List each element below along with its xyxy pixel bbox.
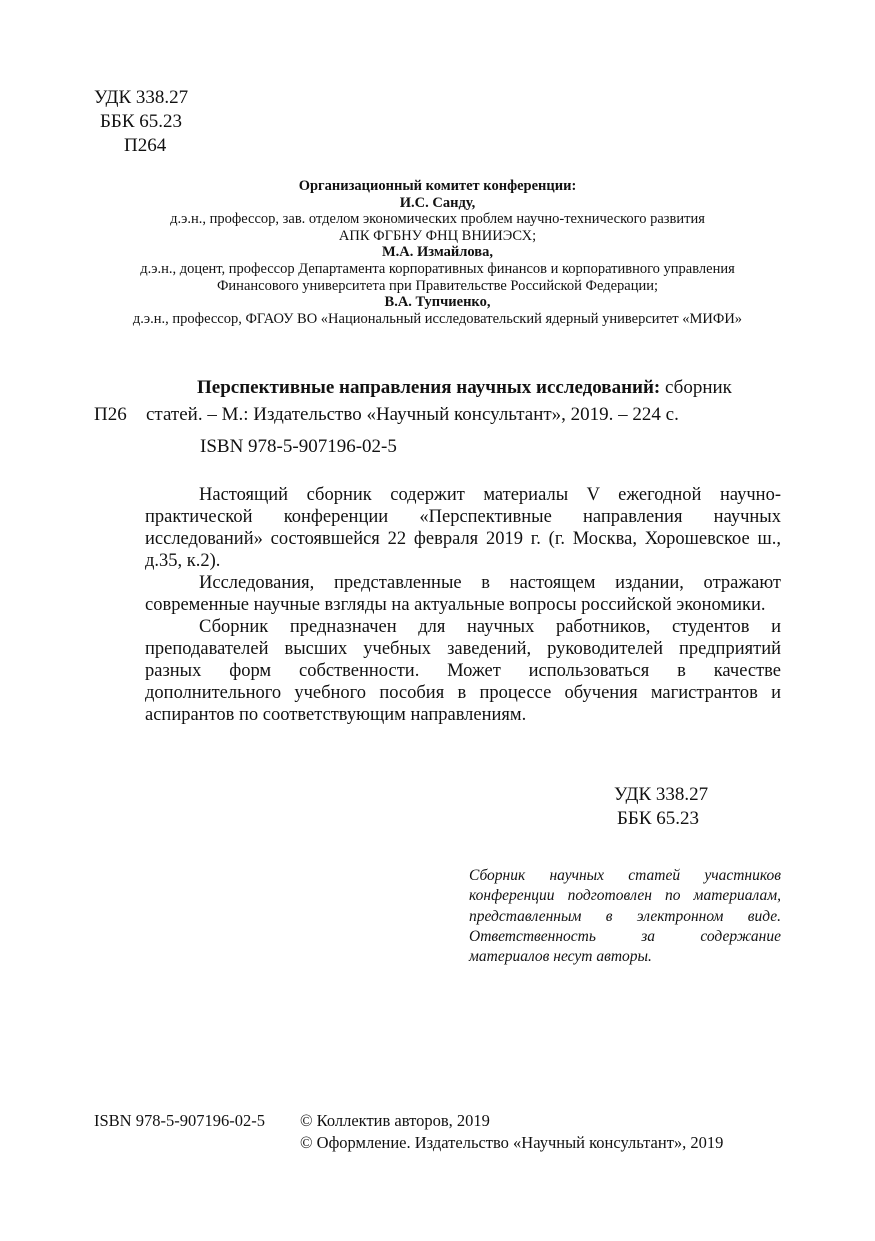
classification-codes [614,783,708,831]
copyright-design: © Оформление. Издательство «Научный консультант», 2019 [300,1133,724,1152]
abstract [145,484,781,726]
book-title-rest: сборник [660,377,732,398]
abstract-paragraph: Исследования, представленные в настоящем издании, отражают современные научные взгляды на актуальные вопросы российской экономики. [145,573,781,615]
bibliographic-title [197,376,732,400]
bbk-code: ББК 65.23 [617,808,699,829]
isbn-line: ISBN 978-5-907196-02-5 [200,436,397,457]
committee-member-name: В.А. Тупчиенко, [384,294,491,311]
bbk-code: ББК 65.23 [100,111,182,132]
copyright-authors: © Коллектив авторов, 2019 [300,1111,490,1130]
footer-isbn: ISBN 978-5-907196-02-5 [94,1111,265,1130]
bibliographic-line [94,403,679,427]
committee-member-affiliation: д.э.н., доцент, профессор Департамента корпоративных финансов и корпоративного управления [140,260,735,277]
header-codes [94,86,188,158]
committee-member-affiliation: АПК ФГБНУ ФНЦ ВНИИЭСХ; [338,227,537,244]
committee-member-affiliation: д.э.н., профессор, ФГАОУ ВО «Национальный исследовательский ядерный университет «МИФИ» [132,310,743,327]
book-title: Перспективные направления научных исследований: [197,377,661,398]
committee-member-name: И.С. Санду, [399,194,476,211]
committee-heading: Организационный комитет конференции: [298,178,577,194]
editorial-note: Сборник научных статей участников конференции подготовлен по материалам, представленным в электронном виде. Ответственность за содержание материалов несут авторы. [469,867,781,966]
committee-member-name: М.А. Измайлова, [381,244,494,261]
organizing-committee [60,178,815,327]
committee-member-affiliation: Финансового университета при Правительстве Российской Федерации; [216,277,659,294]
udk-code: УДК 338.27 [94,87,189,108]
bibliographic-details: статей. – М.: Издательство «Научный консультант», 2019. – 224 с. [146,404,679,425]
abstract-paragraph: Сборник предназначен для научных работников, студентов и преподавателей высших учебных заведений, руководителей предприятий разных форм собственности. Может использоваться в качестве дополнительного учебного пособия в процессе обучения магистрантов и аспирантов по соответствующим направлениям. [145,617,781,725]
copyright-footer [94,1110,723,1154]
abstract-paragraph: Настоящий сборник содержит материалы V ежегодной научно-практической конференции «Перспективные направления научных исследований» состоявшейся 22 февраля 2019 г. (г. Москва, Хорошевское ш., д.35, к.2). [145,485,781,571]
committee-member-affiliation: д.э.н., профессор, зав. отделом экономических проблем научно-технического развития [170,211,705,228]
bibliographic-code: П26 [94,404,127,425]
author-code: П264 [124,135,167,156]
udk-code: УДК 338.27 [614,784,709,805]
